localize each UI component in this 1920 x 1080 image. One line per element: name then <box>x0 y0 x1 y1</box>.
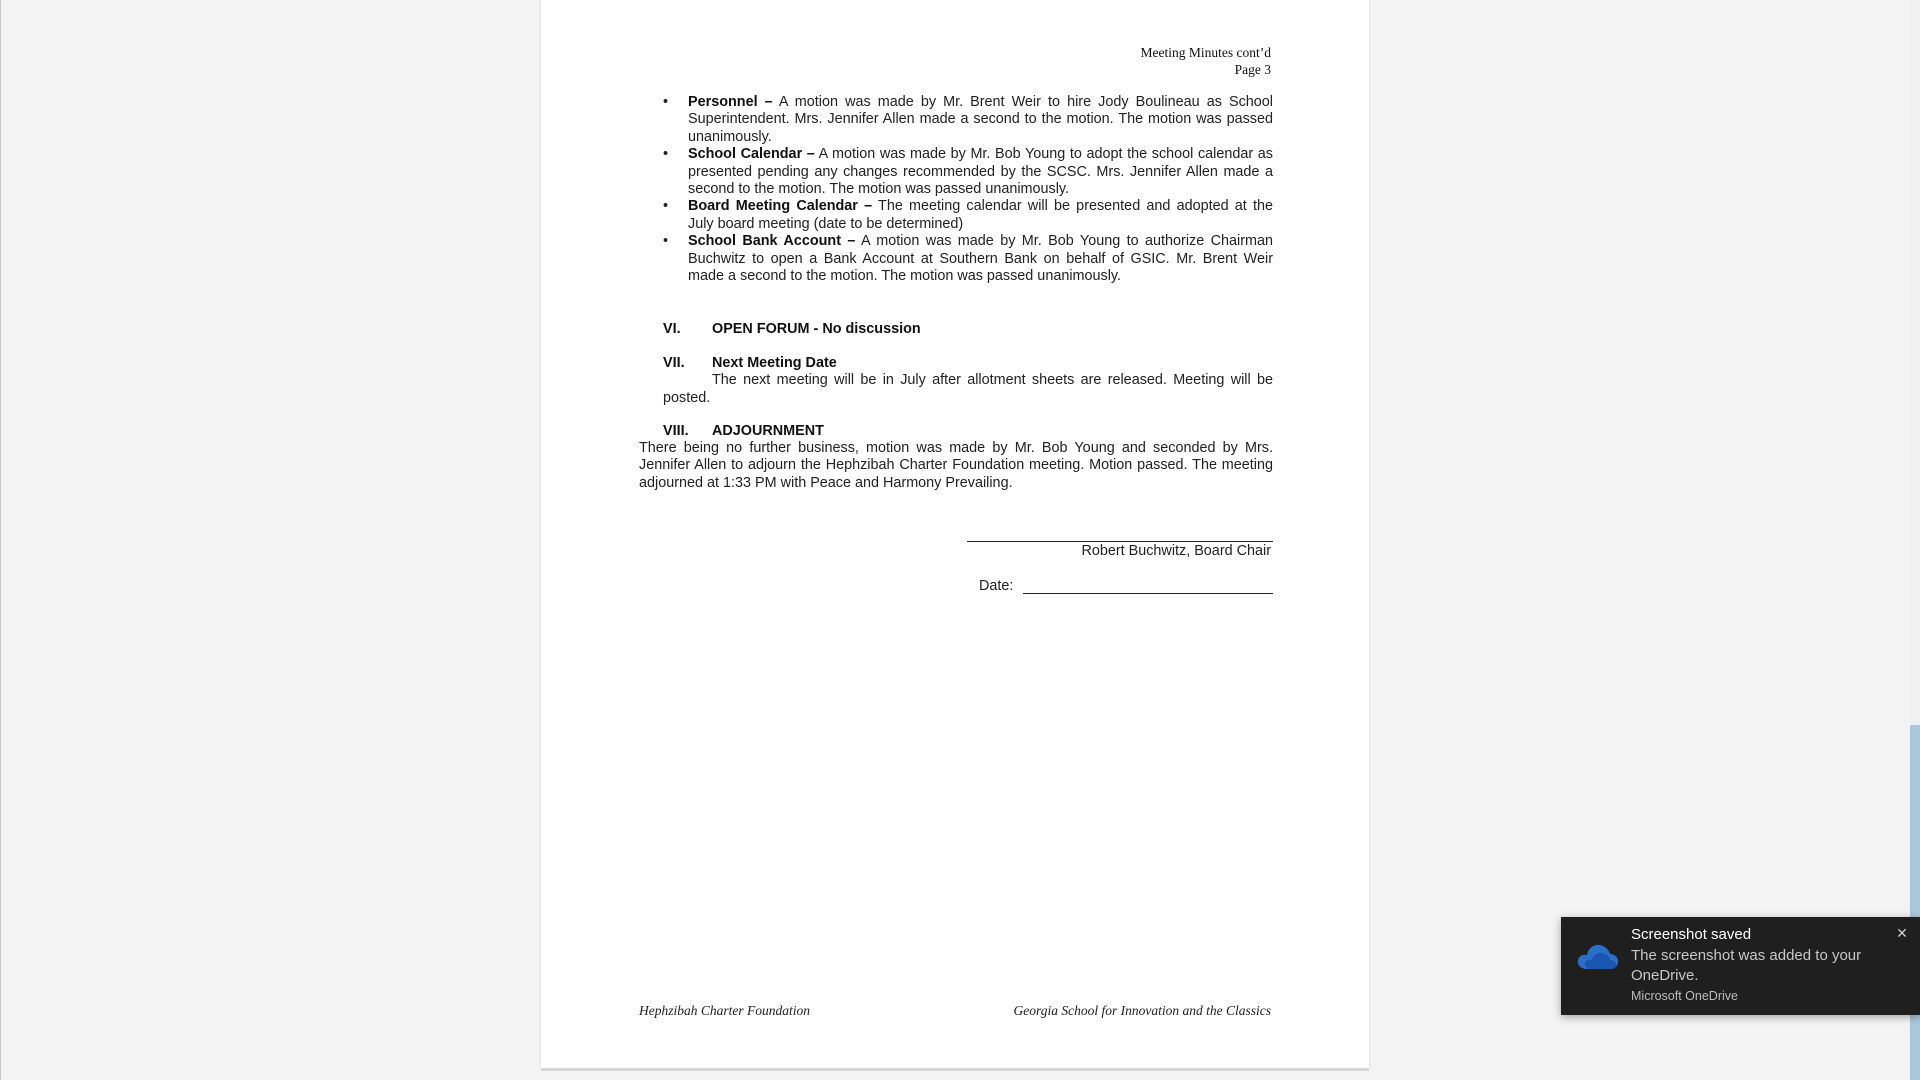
bullet-heading: School Bank Account – <box>688 233 856 250</box>
notification-body: The screenshot was added to your OneDrive. <box>1631 947 1862 984</box>
bullet-text: A motion was made by Mr. Bob Young to authorize Chairman Buchwitz to open a Bank Account at Southern Bank on behalf of GSIC. Mr. Brent Weir made a second to the motion. The motion was passed unanimously. <box>688 233 1273 285</box>
notification-app-name: Microsoft OneDrive <box>1631 989 1738 1003</box>
bullet-icon: • <box>663 94 669 110</box>
page-bottom-edge <box>541 1068 1369 1071</box>
footer-left: Hephzibah Charter Foundation <box>639 1003 810 1018</box>
section-open-forum <box>663 321 1273 338</box>
list-item <box>663 233 1273 285</box>
bullet-text: A motion was made by Mr. Bob Young to adopt the school calendar as presented pending any changes recommended by the SCSC. Mrs. Jennifer Allen made a second to the motion. The motion was passed unanimously. <box>688 146 1273 198</box>
page-header <box>1141 45 1271 78</box>
document-page <box>541 0 1369 1068</box>
section-number: VII. <box>663 355 685 371</box>
section-adjournment <box>663 423 1273 440</box>
section-number: VI. <box>663 321 681 337</box>
screenshot-saved-notification[interactable] <box>1561 917 1920 1015</box>
section-title: ADJOURNMENT <box>712 423 824 439</box>
bullet-heading: School Calendar – <box>688 146 815 163</box>
bullet-icon: • <box>663 233 669 250</box>
section-title: Next Meeting Date <box>712 355 837 371</box>
close-icon[interactable]: ✕ <box>1896 925 1908 941</box>
bullet-text: A motion was made by Mr. Brent Weir to hire Jody Boulineau as School Superintendent. Mrs. Jennifer Allen made a second to the motion. The motion was passed unanimously. <box>688 94 1273 145</box>
signature-name: Robert Buchwitz, Board Chair <box>1081 543 1271 559</box>
motions-list <box>663 94 1273 285</box>
list-item <box>663 94 1273 146</box>
bullet-text: The meeting calendar will be presented and adopted at the July board meeting (date to be determined) <box>688 198 1273 232</box>
bullet-heading: Board Meeting Calendar – <box>688 198 873 215</box>
list-item <box>663 198 1273 233</box>
header-title: Meeting Minutes cont’d <box>1140 45 1271 60</box>
bullet-icon: • <box>663 198 669 215</box>
adjournment-body: There being no further business, motion was made by Mr. Bob Young and seconded by Mrs. Jennifer Allen to adjourn the Hephzibah Charter Foundation meeting. Motion passed. The meeting adjourned at 1:33 PM with Peace and Harmony Prevailing. <box>639 440 1273 491</box>
bullet-icon: • <box>663 146 669 163</box>
date-label: Date: <box>979 578 1014 594</box>
section-next-meeting <box>663 355 1273 407</box>
bullet-heading: Personnel – <box>688 94 773 110</box>
onedrive-cloud-icon <box>1575 939 1621 973</box>
header-page-number: Page 3 <box>1234 61 1271 77</box>
section-number: VIII. <box>663 423 689 439</box>
footer-right: Georgia School for Innovation and the Classics <box>1013 1003 1271 1018</box>
list-item <box>663 146 1273 198</box>
signature-line <box>967 541 1273 542</box>
viewer-left-edge <box>0 0 1 1080</box>
section-title: OPEN FORUM - No discussion <box>712 321 921 337</box>
section-body: The next meeting will be in July after allotment sheets are released. Meeting will be posted. <box>663 372 1273 406</box>
scrollbar-thumb[interactable] <box>1910 725 1920 1080</box>
date-line <box>1023 593 1273 594</box>
notification-title: Screenshot saved <box>1631 926 1752 943</box>
